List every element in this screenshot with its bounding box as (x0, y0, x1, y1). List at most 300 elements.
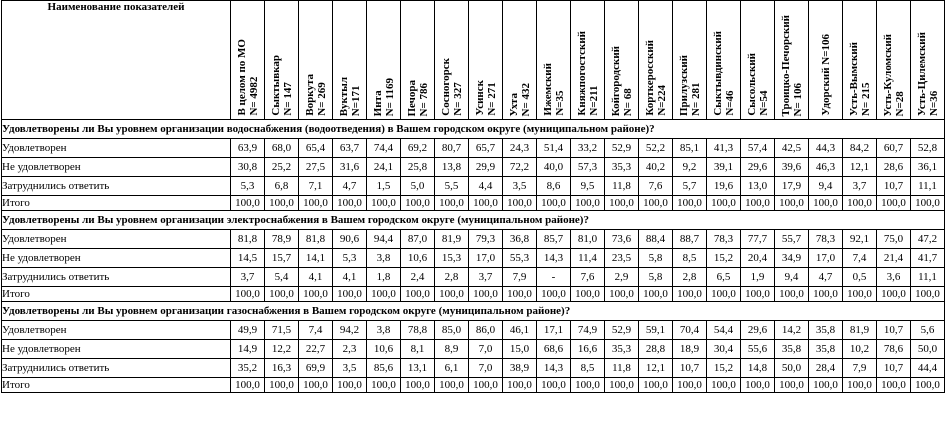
value-cell: 52,9 (605, 139, 639, 158)
value-cell: 100,0 (605, 378, 639, 393)
value-cell: 7,0 (469, 359, 503, 378)
value-cell: 4,1 (333, 268, 367, 287)
value-cell: 10,7 (877, 177, 911, 196)
value-cell: 100,0 (401, 196, 435, 211)
value-cell: 100,0 (707, 378, 741, 393)
value-cell: 50,0 (775, 359, 809, 378)
value-cell: 84,2 (843, 139, 877, 158)
value-cell: 15,2 (707, 249, 741, 268)
column-sample-size: N= 147 (281, 82, 294, 116)
value-cell: 13,1 (401, 359, 435, 378)
value-cell: 1,8 (367, 268, 401, 287)
value-cell: 100,0 (707, 196, 741, 211)
value-cell: 85,6 (367, 359, 401, 378)
value-cell: 100,0 (673, 196, 707, 211)
value-cell: 15,7 (265, 249, 299, 268)
value-cell: 6,1 (435, 359, 469, 378)
value-cell: 8,6 (537, 177, 571, 196)
value-cell: 57,4 (741, 139, 775, 158)
row-label: Удовлетворен (2, 139, 231, 158)
column-header-label (610, 46, 634, 116)
column-sample-size: N=211 (587, 85, 600, 116)
value-cell: 9,4 (775, 268, 809, 287)
value-cell: 68,6 (537, 340, 571, 359)
column-header (843, 1, 877, 120)
value-cell: 100,0 (809, 196, 843, 211)
value-cell: 3,5 (333, 359, 367, 378)
value-cell: 4,4 (469, 177, 503, 196)
value-cell: 14,2 (775, 321, 809, 340)
row-label: Удовлетворен (2, 230, 231, 249)
value-cell: 100,0 (809, 287, 843, 302)
value-cell: 100,0 (911, 287, 945, 302)
column-name: Койгородский (609, 45, 622, 116)
value-cell: 35,8 (809, 321, 843, 340)
column-sample-size: N=224 (655, 85, 668, 116)
row-label: Итого (2, 378, 231, 393)
value-cell: 100,0 (775, 196, 809, 211)
value-cell: 63,9 (231, 139, 265, 158)
value-cell: 11,1 (911, 268, 945, 287)
value-cell: 100,0 (809, 378, 843, 393)
value-cell: 5,7 (673, 177, 707, 196)
value-cell: 100,0 (367, 287, 401, 302)
value-cell: 52,2 (639, 139, 673, 158)
value-cell: 4,7 (809, 268, 843, 287)
value-cell: 2,3 (333, 340, 367, 359)
value-cell: 15,0 (503, 340, 537, 359)
value-cell: 100,0 (333, 378, 367, 393)
value-cell: 3,8 (367, 321, 401, 340)
column-name: Сысольский (745, 53, 758, 116)
value-cell: 5,8 (639, 249, 673, 268)
column-sample-size: N= 432 (519, 82, 532, 116)
column-header (333, 1, 367, 120)
table-row (2, 177, 945, 196)
value-cell: 36,1 (911, 158, 945, 177)
value-cell: 78,3 (809, 230, 843, 249)
row-label: Не удовлетворен (2, 249, 231, 268)
column-sample-size: N=36 (927, 90, 940, 116)
column-header-label (270, 55, 294, 116)
column-sample-size: N= 271 (485, 82, 498, 116)
value-cell: 33,2 (571, 139, 605, 158)
column-sample-size: N= 215 (859, 82, 872, 116)
value-cell: 9,2 (673, 158, 707, 177)
value-cell: 5,3 (333, 249, 367, 268)
column-name: Воркута (303, 74, 316, 116)
value-cell: 9,5 (571, 177, 605, 196)
column-header-label (576, 31, 600, 116)
value-cell: 70,4 (673, 321, 707, 340)
table-body (2, 120, 945, 393)
column-name: Княжпогостский (575, 31, 588, 116)
column-name: Усть-Вымский (847, 42, 860, 116)
value-cell: 100,0 (605, 196, 639, 211)
value-cell: 10,2 (843, 340, 877, 359)
value-cell: 2,4 (401, 268, 435, 287)
value-cell: 63,7 (333, 139, 367, 158)
value-cell: 85,1 (673, 139, 707, 158)
value-cell: 28,6 (877, 158, 911, 177)
value-cell: 100,0 (265, 378, 299, 393)
value-cell: 71,5 (265, 321, 299, 340)
value-cell: 81,9 (843, 321, 877, 340)
value-cell: 30,8 (231, 158, 265, 177)
value-cell: 1,9 (741, 268, 775, 287)
column-header-label (304, 74, 328, 116)
value-cell: 54,4 (707, 321, 741, 340)
value-cell: 10,7 (877, 321, 911, 340)
value-cell: 5,0 (401, 177, 435, 196)
value-cell: 8,5 (673, 249, 707, 268)
value-cell: 3,8 (367, 249, 401, 268)
value-cell: 100,0 (673, 287, 707, 302)
value-cell: 3,7 (469, 268, 503, 287)
column-sample-size: N= 269 (315, 82, 328, 116)
value-cell: 50,0 (911, 340, 945, 359)
value-cell: 2,8 (435, 268, 469, 287)
value-cell: 100,0 (911, 196, 945, 211)
column-sample-size: N= 281 (689, 82, 702, 116)
value-cell: 100,0 (843, 378, 877, 393)
column-header-label (848, 42, 872, 116)
value-cell: 81,9 (435, 230, 469, 249)
value-cell: 2,9 (605, 268, 639, 287)
table-row (2, 268, 945, 287)
value-cell: 23,5 (605, 249, 639, 268)
table-row (2, 287, 945, 302)
value-cell: 100,0 (401, 378, 435, 393)
value-cell: 14,1 (299, 249, 333, 268)
value-cell: 11,8 (605, 359, 639, 378)
value-cell: 25,2 (265, 158, 299, 177)
column-name: Прилузский (677, 55, 690, 116)
column-header-label (542, 63, 566, 116)
value-cell: 81,8 (231, 230, 265, 249)
column-header-label (338, 77, 362, 116)
value-cell: 55,3 (503, 249, 537, 268)
value-cell: 20,4 (741, 249, 775, 268)
value-cell: 27,5 (299, 158, 333, 177)
value-cell: 100,0 (503, 287, 537, 302)
value-cell: 100,0 (673, 378, 707, 393)
indicator-name-header: Наименование показателей (2, 1, 231, 120)
table-row (2, 321, 945, 340)
value-cell: 59,1 (639, 321, 673, 340)
value-cell: 100,0 (333, 196, 367, 211)
value-cell: 100,0 (435, 196, 469, 211)
value-cell: 100,0 (231, 196, 265, 211)
value-cell: 14,5 (231, 249, 265, 268)
value-cell: 6,5 (707, 268, 741, 287)
value-cell: 5,6 (911, 321, 945, 340)
column-sample-size: N= 1169 (383, 77, 396, 116)
value-cell: 100,0 (435, 378, 469, 393)
table-row (2, 230, 945, 249)
row-label: Затруднились ответить (2, 268, 231, 287)
value-cell: 8,9 (435, 340, 469, 359)
column-sample-size: N= 106 (791, 82, 804, 116)
column-header-label (820, 34, 832, 116)
section-title: Удовлетворены ли Вы уровнем организации водоснабжения (водоотведения) в Вашем городском округе (муниципальном районе)? (2, 120, 945, 139)
value-cell: 100,0 (401, 287, 435, 302)
column-header (503, 1, 537, 120)
table-header (2, 1, 945, 120)
value-cell: 47,2 (911, 230, 945, 249)
value-cell: 41,3 (707, 139, 741, 158)
value-cell: 100,0 (877, 196, 911, 211)
value-cell: 88,4 (639, 230, 673, 249)
value-cell: 17,9 (775, 177, 809, 196)
value-cell: 74,4 (367, 139, 401, 158)
value-cell: 13,8 (435, 158, 469, 177)
column-header (809, 1, 843, 120)
column-header-label (882, 34, 906, 116)
value-cell: 85,7 (537, 230, 571, 249)
value-cell: 14,3 (537, 359, 571, 378)
value-cell: 34,9 (775, 249, 809, 268)
value-cell: 42,5 (775, 139, 809, 158)
column-name: Корткеросский (643, 40, 656, 116)
value-cell: 100,0 (231, 287, 265, 302)
value-cell: 24,3 (503, 139, 537, 158)
value-cell: 78,3 (707, 230, 741, 249)
value-cell: 100,0 (503, 196, 537, 211)
value-cell: 90,6 (333, 230, 367, 249)
table-row (2, 139, 945, 158)
column-header-label (746, 53, 770, 116)
value-cell: 14,9 (231, 340, 265, 359)
column-header (537, 1, 571, 120)
value-cell: 100,0 (299, 196, 333, 211)
value-cell: 100,0 (469, 378, 503, 393)
value-cell: 29,9 (469, 158, 503, 177)
column-sample-size: N= 4982 (247, 77, 260, 116)
value-cell: 7,4 (843, 249, 877, 268)
column-header-label (440, 58, 464, 116)
value-cell: 100,0 (231, 378, 265, 393)
value-cell: 17,0 (469, 249, 503, 268)
column-name: Сосногорск (439, 58, 452, 116)
column-name: Троицко-Печорский (779, 14, 792, 116)
value-cell: 17,1 (537, 321, 571, 340)
value-cell: 46,1 (503, 321, 537, 340)
section-row (2, 211, 945, 230)
value-cell: 100,0 (333, 287, 367, 302)
column-header (741, 1, 775, 120)
value-cell: 86,0 (469, 321, 503, 340)
value-cell: 100,0 (843, 287, 877, 302)
value-cell: 41,7 (911, 249, 945, 268)
column-header-label (644, 40, 668, 116)
value-cell: 100,0 (367, 378, 401, 393)
value-cell: 7,6 (639, 177, 673, 196)
column-name: В целом по МО (235, 39, 248, 116)
value-cell: 35,3 (605, 158, 639, 177)
value-cell: 46,3 (809, 158, 843, 177)
column-header-label (474, 80, 498, 116)
value-cell: 100,0 (775, 287, 809, 302)
value-cell: 100,0 (877, 287, 911, 302)
row-label: Итого (2, 196, 231, 211)
column-header (265, 1, 299, 120)
column-header (231, 1, 265, 120)
value-cell: 51,4 (537, 139, 571, 158)
value-cell: 55,7 (775, 230, 809, 249)
value-cell: 77,7 (741, 230, 775, 249)
value-cell: 75,0 (877, 230, 911, 249)
value-cell: 3,7 (231, 268, 265, 287)
value-cell: 7,6 (571, 268, 605, 287)
row-label: Итого (2, 287, 231, 302)
column-sample-size: N= 786 (417, 82, 430, 116)
value-cell: 24,1 (367, 158, 401, 177)
column-header-label (780, 15, 804, 116)
table-row (2, 249, 945, 268)
value-cell: 100,0 (741, 378, 775, 393)
value-cell: 69,2 (401, 139, 435, 158)
value-cell: 100,0 (503, 378, 537, 393)
value-cell: 55,6 (741, 340, 775, 359)
value-cell: 78,6 (877, 340, 911, 359)
value-cell: 100,0 (639, 287, 673, 302)
value-cell: 16,3 (265, 359, 299, 378)
column-header (367, 1, 401, 120)
value-cell: 38,9 (503, 359, 537, 378)
value-cell: 30,4 (707, 340, 741, 359)
value-cell: 35,8 (809, 340, 843, 359)
value-cell: 10,6 (367, 340, 401, 359)
column-header-label (916, 32, 940, 116)
column-header (911, 1, 945, 120)
value-cell: 1,5 (367, 177, 401, 196)
value-cell: 100,0 (775, 378, 809, 393)
value-cell: 100,0 (741, 287, 775, 302)
value-cell: 100,0 (707, 287, 741, 302)
value-cell: 78,9 (265, 230, 299, 249)
value-cell: 100,0 (911, 378, 945, 393)
column-header (775, 1, 809, 120)
value-cell: 12,2 (265, 340, 299, 359)
value-cell: 15,2 (707, 359, 741, 378)
column-header-label (508, 83, 532, 116)
column-header-label (678, 55, 702, 116)
column-name: Усинск (473, 80, 486, 116)
value-cell: 100,0 (639, 378, 673, 393)
table-row (2, 158, 945, 177)
value-cell: 3,6 (877, 268, 911, 287)
column-sample-size: N=28 (893, 90, 906, 116)
value-cell: 7,1 (299, 177, 333, 196)
value-cell: 5,5 (435, 177, 469, 196)
value-cell: 94,2 (333, 321, 367, 340)
value-cell: 10,7 (877, 359, 911, 378)
value-cell: 5,4 (265, 268, 299, 287)
value-cell: 68,0 (265, 139, 299, 158)
value-cell: 49,9 (231, 321, 265, 340)
column-name: Сыктывкар (269, 55, 282, 116)
value-cell: 22,7 (299, 340, 333, 359)
column-header (707, 1, 741, 120)
value-cell: 12,1 (639, 359, 673, 378)
column-name: Усть-Цилемский (915, 32, 928, 116)
value-cell: 100,0 (571, 287, 605, 302)
value-cell: 100,0 (571, 378, 605, 393)
column-header (469, 1, 503, 120)
value-cell: 36,8 (503, 230, 537, 249)
value-cell: 100,0 (741, 196, 775, 211)
value-cell: 100,0 (537, 378, 571, 393)
value-cell: 21,4 (877, 249, 911, 268)
section-row (2, 302, 945, 321)
value-cell: 100,0 (435, 287, 469, 302)
value-cell: 79,3 (469, 230, 503, 249)
column-sample-size: N=46 (723, 90, 736, 116)
column-name: Инта (371, 90, 384, 116)
value-cell: 28,8 (639, 340, 673, 359)
value-cell: 14,8 (741, 359, 775, 378)
value-cell: 100,0 (265, 196, 299, 211)
value-cell: 65,4 (299, 139, 333, 158)
value-cell: 4,1 (299, 268, 333, 287)
value-cell: - (537, 268, 571, 287)
table-row (2, 378, 945, 393)
value-cell: 7,9 (843, 359, 877, 378)
column-sample-size: N=35 (553, 90, 566, 116)
value-cell: 100,0 (469, 287, 503, 302)
value-cell: 44,3 (809, 139, 843, 158)
value-cell: 92,1 (843, 230, 877, 249)
value-cell: 80,7 (435, 139, 469, 158)
row-label: Затруднились ответить (2, 177, 231, 196)
column-header (877, 1, 911, 120)
value-cell: 100,0 (469, 196, 503, 211)
value-cell: 12,1 (843, 158, 877, 177)
value-cell: 60,7 (877, 139, 911, 158)
value-cell: 35,8 (775, 340, 809, 359)
value-cell: 100,0 (367, 196, 401, 211)
column-header-label (372, 78, 396, 116)
row-label: Удовлетворен (2, 321, 231, 340)
value-cell: 100,0 (843, 196, 877, 211)
column-sample-size: N=54 (757, 90, 770, 116)
value-cell: 100,0 (571, 196, 605, 211)
value-cell: 28,4 (809, 359, 843, 378)
value-cell: 5,8 (639, 268, 673, 287)
column-name: Вуктыл (337, 76, 350, 116)
value-cell: 85,0 (435, 321, 469, 340)
value-cell: 100,0 (299, 287, 333, 302)
column-header (401, 1, 435, 120)
value-cell: 100,0 (639, 196, 673, 211)
value-cell: 35,3 (605, 340, 639, 359)
value-cell: 100,0 (877, 378, 911, 393)
value-cell: 52,8 (911, 139, 945, 158)
column-header (435, 1, 469, 120)
column-sample-size: N= 327 (451, 82, 464, 116)
row-label: Не удовлетворен (2, 340, 231, 359)
value-cell: 73,6 (605, 230, 639, 249)
value-cell: 7,0 (469, 340, 503, 359)
value-cell: 35,2 (231, 359, 265, 378)
column-header (571, 1, 605, 120)
section-title: Удовлетворены ли Вы уровнем организации газоснабжения в Вашем городском округе (муниципальном районе)? (2, 302, 945, 321)
value-cell: 14,3 (537, 249, 571, 268)
column-header-label (236, 39, 260, 116)
value-cell: 15,3 (435, 249, 469, 268)
column-name: Удорский N=106 (819, 34, 832, 116)
